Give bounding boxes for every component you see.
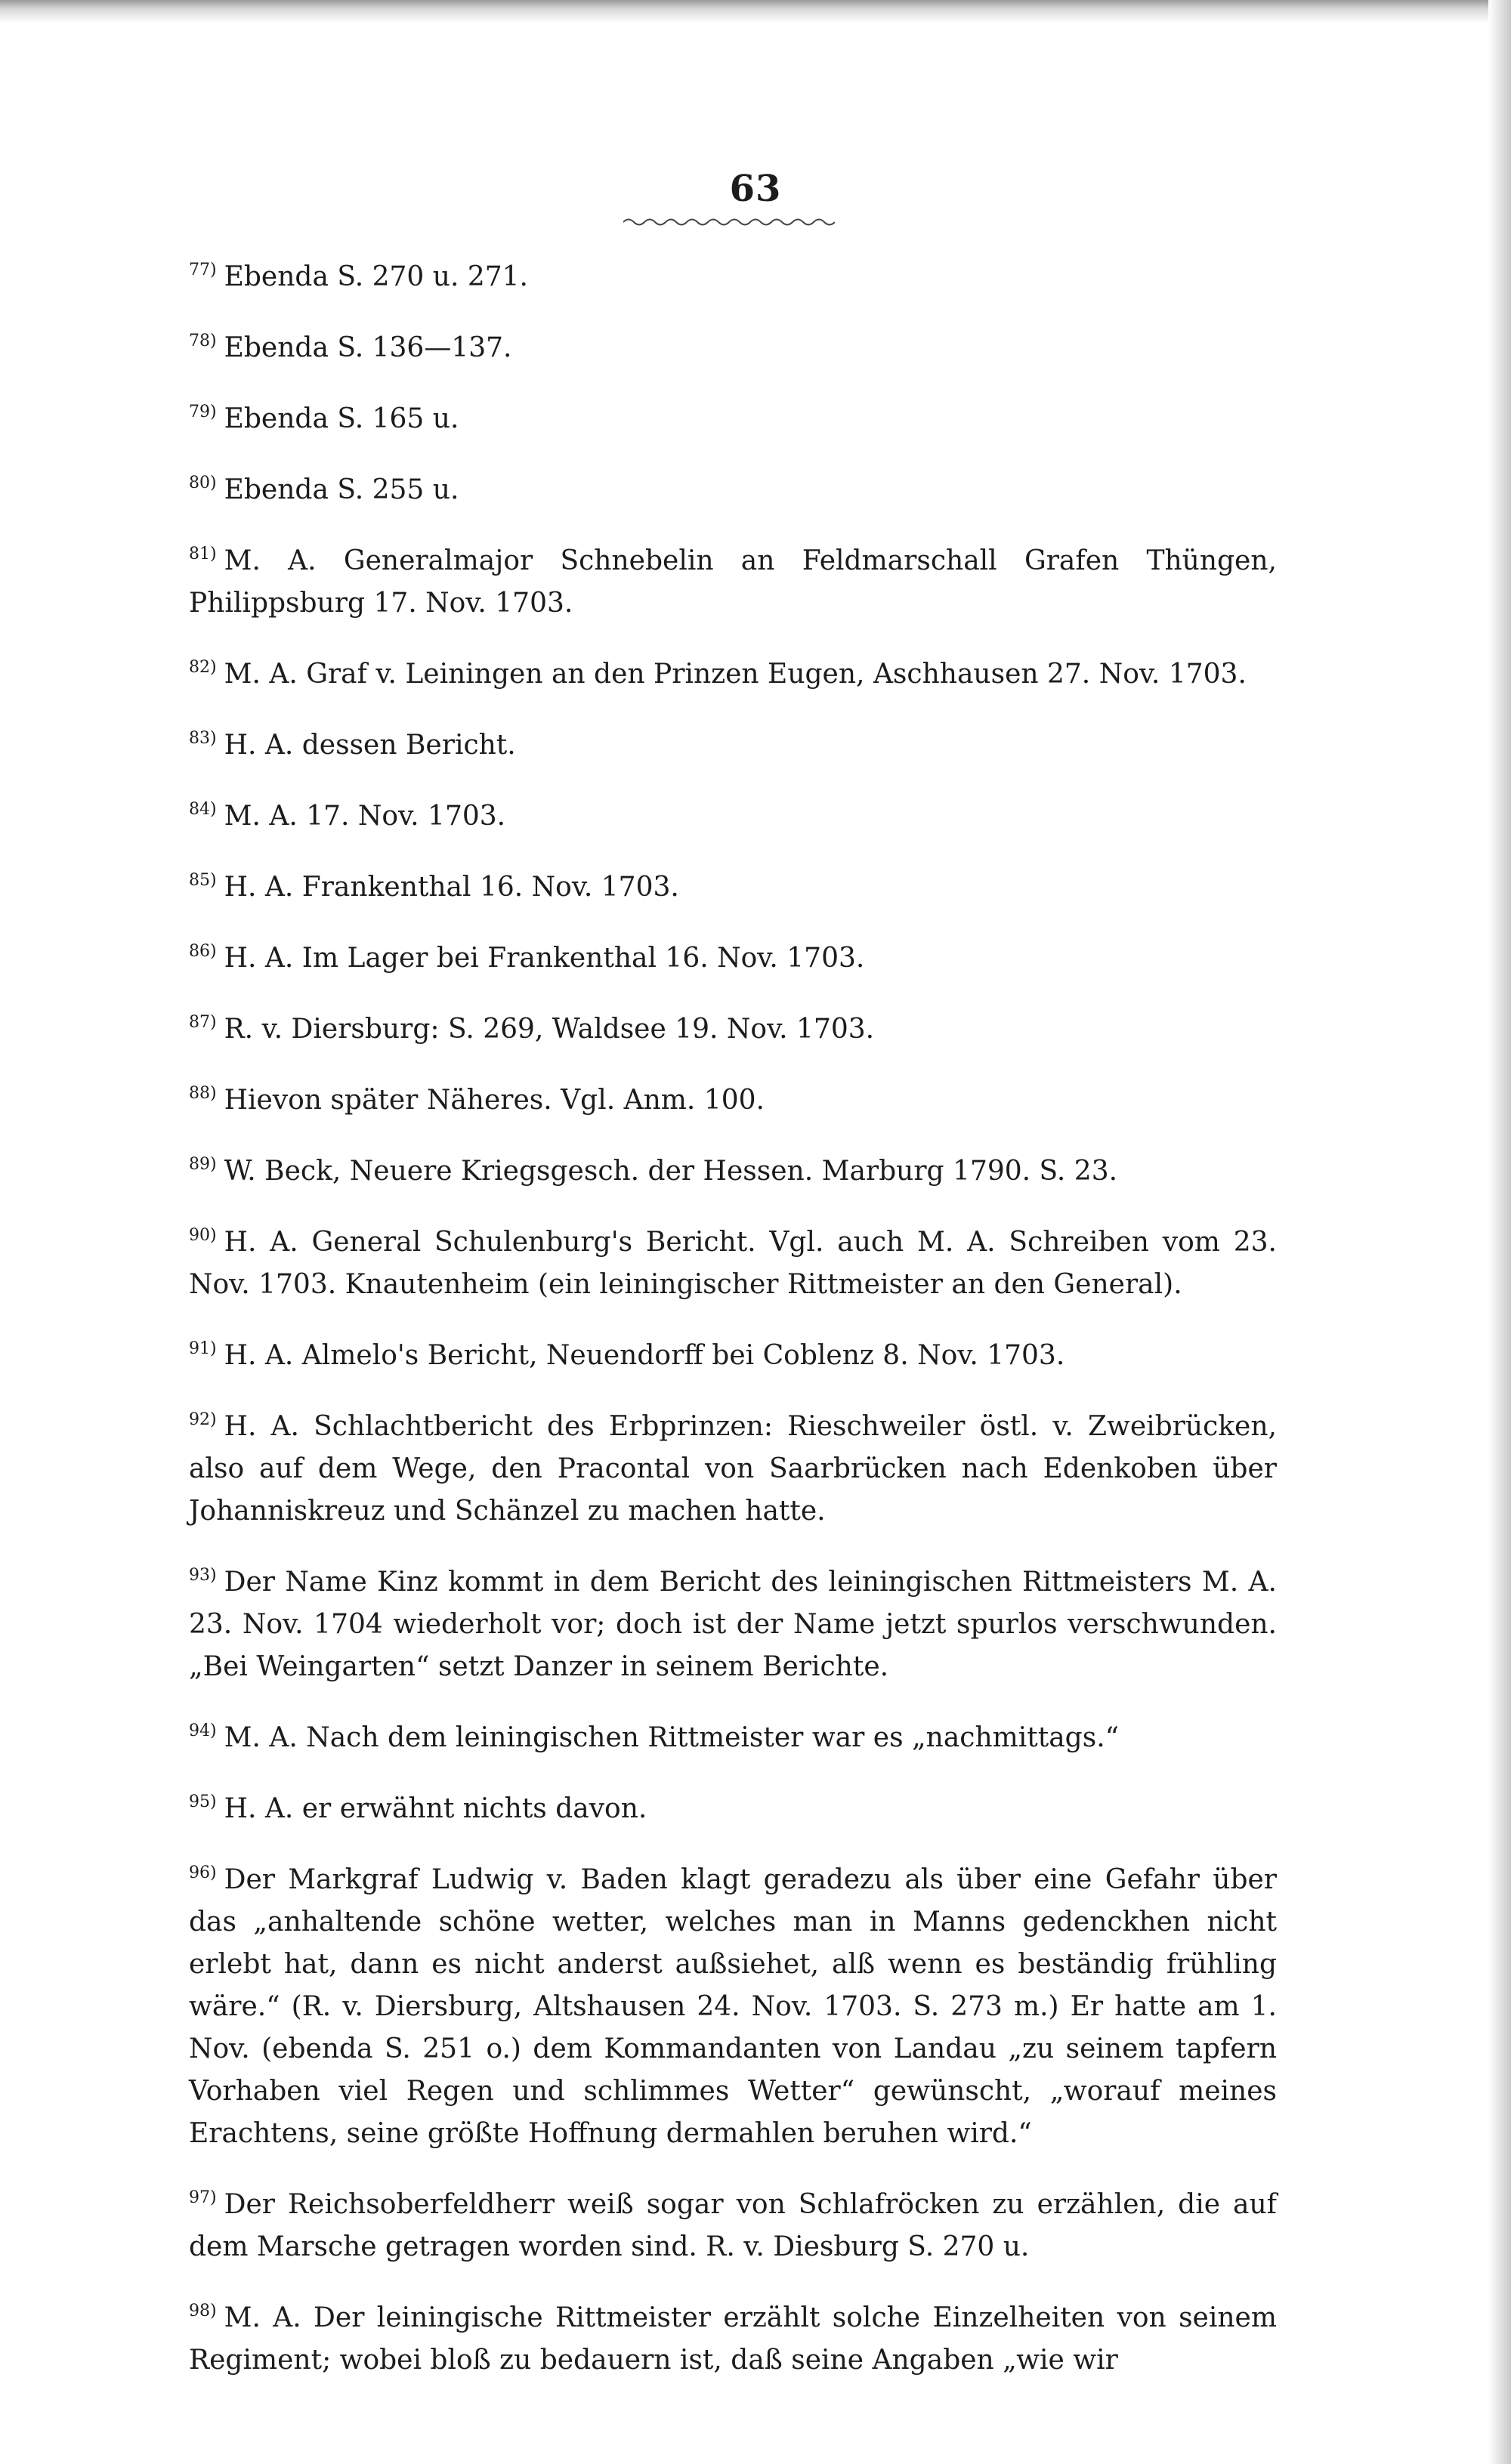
footnote-number: 98) bbox=[189, 2302, 217, 2320]
footnote-text: H. A. General Schulenburg's Bericht. Vgl. auch M. A. Schreiben vom 23. Nov. 1703. Knautenheim (ein leiningischer Rittmeister an den General). bbox=[189, 1227, 1277, 1300]
footnote-number: 88) bbox=[189, 1084, 217, 1103]
footnote-text: Ebenda S. 136—137. bbox=[224, 332, 512, 363]
footnote-95 bbox=[189, 1781, 1277, 1830]
footnote-text: Der Reichsoberfeldherr weiß sogar von Schlafröcken zu erzählen, die auf dem Marsche getragen worden sind. R. v. Diesburg S. 270 u. bbox=[189, 2189, 1277, 2262]
wavy-ornament bbox=[623, 216, 835, 228]
footnote-97 bbox=[189, 2177, 1277, 2268]
footnote-text: H. A. dessen Bericht. bbox=[224, 730, 516, 761]
footnote-94 bbox=[189, 1710, 1277, 1759]
footnote-82 bbox=[189, 647, 1277, 696]
footnote-text: Ebenda S. 255 u. bbox=[224, 474, 459, 505]
footnote-text: R. v. Diersburg: S. 269, Waldsee 19. Nov. 1703. bbox=[224, 1014, 875, 1045]
footnote-83 bbox=[189, 718, 1277, 767]
footnote-85 bbox=[189, 860, 1277, 909]
footnote-text: Der Name Kinz kommt in dem Bericht des leiningischen Rittmeisters M. A. 23. Nov. 1704 wiederholt vor; doch ist der Name jetzt spurlos verschwunden. „Bei Weingarten“ setzt Danzer in seinem Berichte. bbox=[189, 1567, 1277, 1682]
footnote-number: 83) bbox=[189, 729, 217, 748]
footnote-number: 81) bbox=[189, 545, 217, 564]
footnote-80 bbox=[189, 462, 1277, 511]
footnote-number: 89) bbox=[189, 1155, 217, 1174]
footnote-96 bbox=[189, 1852, 1277, 2155]
footnote-81 bbox=[189, 533, 1277, 625]
footnote-90 bbox=[189, 1215, 1277, 1306]
footnote-text: M. A. Nach dem leiningischen Rittmeister war es „nachmittags.“ bbox=[224, 1722, 1120, 1753]
footnote-number: 86) bbox=[189, 942, 217, 961]
footnote-number: 93) bbox=[189, 1566, 217, 1585]
footnote-text: H. A. Frankenthal 16. Nov. 1703. bbox=[224, 872, 679, 903]
footnote-number: 87) bbox=[189, 1013, 217, 1032]
footnote-number: 85) bbox=[189, 871, 217, 890]
footnote-92 bbox=[189, 1399, 1277, 1533]
footnote-text: M. A. Generalmajor Schnebelin an Feldmarschall Grafen Thüngen, Philippsburg 17. Nov. 1703. bbox=[189, 545, 1277, 619]
footnote-86 bbox=[189, 931, 1277, 980]
footnote-text: H. A. Schlachtbericht des Erbprinzen: Rieschweiler östl. v. Zweibrücken, also auf dem Wege, den Pracontal von Saarbrücken nach Edenkoben über Johanniskreuz und Schänzel zu machen hatte. bbox=[189, 1411, 1277, 1527]
footnote-number: 92) bbox=[189, 1410, 217, 1429]
footnote-number: 82) bbox=[189, 658, 217, 677]
footnote-77 bbox=[189, 249, 1277, 298]
footnote-89 bbox=[189, 1144, 1277, 1193]
footnote-79 bbox=[189, 391, 1277, 440]
footnote-text: Ebenda S. 270 u. 271. bbox=[224, 261, 528, 292]
footnote-text: Ebenda S. 165 u. bbox=[224, 403, 459, 434]
footnote-number: 79) bbox=[189, 403, 217, 421]
footnote-text: H. A. Almelo's Bericht, Neuendorff bei Coblenz 8. Nov. 1703. bbox=[224, 1340, 1065, 1371]
footnote-text: Der Markgraf Ludwig v. Baden klagt geradezu als über eine Gefahr über das „anhaltende schöne wetter, welches man in Manns gedenckhen nicht erlebt hat, dann es nicht anderst außsiehet, alß wenn es beständig frühling wäre.“ (R. v. Diersburg, Altshausen 24. Nov. 1703. S. 273 m.) Er hatte am 1. Nov. (ebenda S. 251 o.) dem Kommandanten von Landau „zu seinem tapfern Vorhaben viel Regen und schlimmes Wetter“ gewünscht, „worauf meines Erachtens, seine größte Hoffnung dermahlen beruhen wird.“ bbox=[189, 1864, 1277, 2149]
footnote-87 bbox=[189, 1002, 1277, 1051]
footnote-number: 94) bbox=[189, 1721, 217, 1740]
scan-shadow-top bbox=[0, 0, 1511, 23]
footnote-88 bbox=[189, 1073, 1277, 1122]
footnote-text: M. A. 17. Nov. 1703. bbox=[224, 801, 506, 832]
footnote-text: W. Beck, Neuere Kriegsgesch. der Hessen. Marburg 1790. S. 23. bbox=[224, 1156, 1118, 1187]
footnote-number: 77) bbox=[189, 261, 217, 279]
footnote-84 bbox=[189, 789, 1277, 838]
footnote-number: 97) bbox=[189, 2188, 217, 2207]
footnote-text: M. A. Graf v. Leiningen an den Prinzen Eugen, Aschhausen 27. Nov. 1703. bbox=[224, 659, 1247, 690]
footnote-number: 78) bbox=[189, 332, 217, 350]
footnote-98 bbox=[189, 2290, 1277, 2382]
footnote-number: 95) bbox=[189, 1792, 217, 1811]
scan-shadow-right bbox=[1488, 0, 1511, 2464]
footnotes-list bbox=[189, 249, 1277, 2404]
page-number: 63 bbox=[729, 168, 782, 210]
footnote-number: 96) bbox=[189, 1863, 217, 1882]
footnote-number: 80) bbox=[189, 474, 217, 492]
footnote-number: 84) bbox=[189, 800, 217, 819]
footnote-text: H. A. Im Lager bei Frankenthal 16. Nov. 1703. bbox=[224, 943, 865, 974]
footnote-93 bbox=[189, 1555, 1277, 1688]
footnote-78 bbox=[189, 320, 1277, 369]
footnote-text: H. A. er erwähnt nichts davon. bbox=[224, 1793, 647, 1824]
footnote-91 bbox=[189, 1328, 1277, 1377]
footnote-number: 91) bbox=[189, 1339, 217, 1358]
footnote-text: M. A. Der leiningische Rittmeister erzählt solche Einzelheiten von seinem Regiment; wobei bloß zu bedauern ist, daß seine Angaben „wie wir bbox=[189, 2302, 1277, 2376]
footnote-text: Hievon später Näheres. Vgl. Anm. 100. bbox=[224, 1085, 765, 1116]
footnote-number: 90) bbox=[189, 1226, 217, 1245]
